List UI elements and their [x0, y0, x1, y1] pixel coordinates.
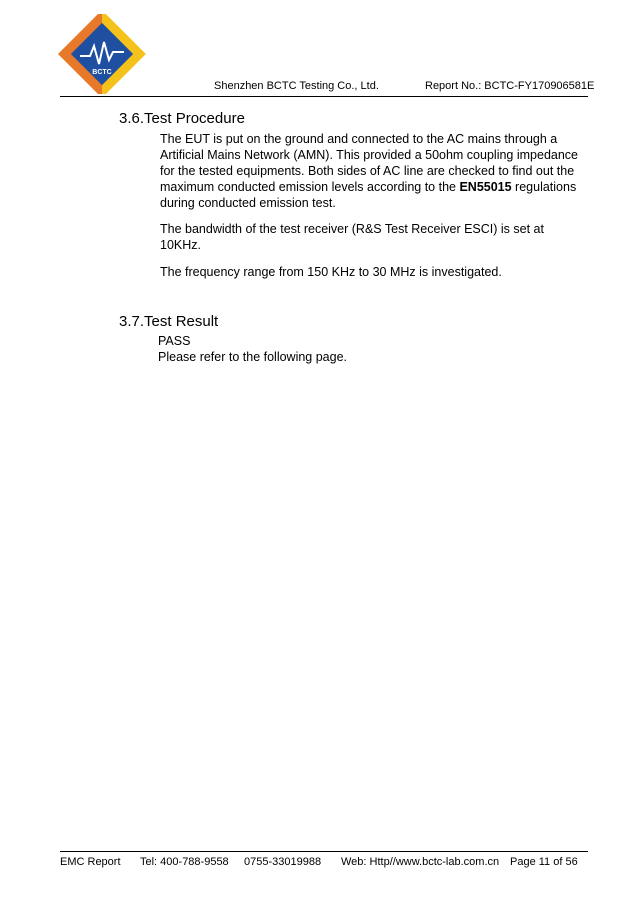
footer-website: Web: Http//www.bctc-lab.com.cn	[341, 856, 500, 868]
footer-fax: 0755-33019988	[244, 856, 322, 868]
result-note: Please refer to the following page.	[158, 350, 348, 364]
standard-reference: EN55015	[459, 180, 512, 194]
procedure-paragraph-2	[160, 221, 544, 253]
text-segment: maximum conducted emission levels according to the	[160, 180, 460, 194]
section-number: 3.6.	[119, 110, 145, 127]
section-title: Test Result	[144, 313, 219, 330]
text-line: 10KHz.	[160, 238, 201, 252]
text-line: for the tested equipments. Both sides of AC line are checked to find out the	[160, 164, 575, 178]
text-segment: regulations	[511, 180, 577, 194]
procedure-paragraph-1	[160, 131, 578, 211]
procedure-paragraph-3: The frequency range from 150 KHz to 30 MHz is investigated.	[160, 265, 502, 279]
section-number: 3.7.	[119, 313, 145, 330]
text-line: during conducted emission test.	[160, 196, 336, 210]
footer-page-number: Page 11 of 56	[510, 856, 578, 868]
footer-telephone: Tel: 400-788-9558	[140, 856, 229, 868]
header-divider	[60, 96, 588, 97]
bctc-logo	[56, 14, 148, 94]
footer-divider	[60, 851, 588, 852]
text-line	[160, 179, 578, 195]
header-company: Shenzhen BCTC Testing Co., Ltd.	[214, 80, 379, 92]
result-verdict: PASS	[158, 334, 191, 348]
text-line: Artificial Mains Network (AMN). This provided a 50ohm coupling impedance	[160, 148, 578, 162]
text-line: The EUT is put on the ground and connected to the AC mains through a	[160, 132, 558, 146]
text-line: The bandwidth of the test receiver (R&S Test Receiver ESCI) is set at	[160, 222, 544, 236]
footer-report-label: EMC Report	[60, 856, 121, 868]
section-heading-test-procedure	[119, 110, 245, 127]
header-report-number: Report No.: BCTC-FY170906581E	[425, 80, 595, 92]
section-title: Test Procedure	[144, 110, 245, 127]
section-heading-test-result	[119, 313, 218, 330]
logo-text: BCTC	[92, 69, 112, 76]
